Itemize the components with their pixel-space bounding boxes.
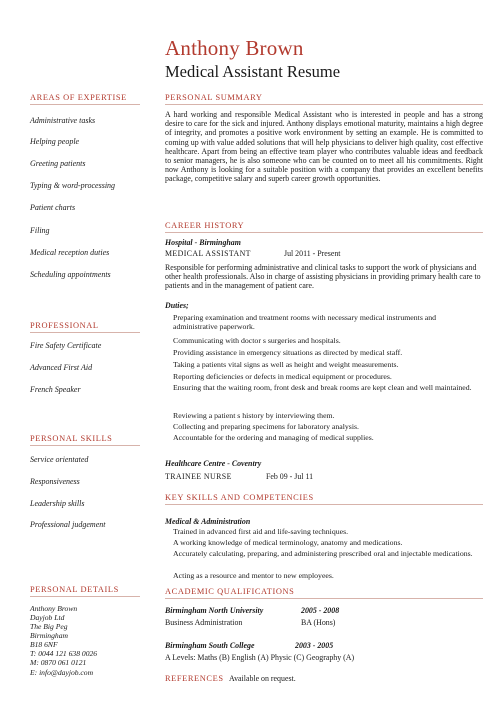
expertise-item: Helping people: [30, 137, 80, 146]
skill-bullet: Accurately calculating, preparing, and administering prescribed oral and injectable medications.: [173, 549, 473, 558]
job-org: Hospital - Birmingham: [165, 238, 241, 247]
detail-line: Anthony Brown: [30, 604, 78, 613]
detail-line: T: 0044 121 638 0026: [30, 649, 98, 658]
professional-item: Fire Safety Certificate: [30, 341, 102, 350]
edu-course: A Levels: Maths (B) English (A) Physic (C) Geography (A): [165, 653, 355, 662]
duties-label: Duties;: [165, 301, 189, 310]
edu-years: 2003 - 2005: [295, 641, 334, 650]
divider: [165, 104, 483, 105]
duty-item: Reporting deficiencies or defects in medical equipment or procedures.: [173, 372, 392, 381]
skills-subhead: Medical & Administration: [165, 517, 251, 526]
edu-institution: Birmingham South College: [165, 641, 255, 650]
edu-course: Business Administration: [165, 618, 243, 627]
job-dates: Jul 2011 - Present: [284, 249, 341, 258]
job-dates: Feb 09 - Jul 11: [266, 472, 314, 481]
expertise-item: Scheduling appointments: [30, 270, 111, 279]
skill-item: Responsiveness: [30, 477, 80, 486]
expertise-item: Typing & word-processing: [30, 181, 116, 190]
expertise-item: Greeting patients: [30, 159, 86, 168]
duty-item: Taking a patients vital signs as well as height and weight measurements.: [173, 360, 399, 369]
professional-item: French Speaker: [30, 385, 81, 394]
section-title-expertise: AREAS OF EXPERTISE: [30, 93, 127, 102]
divider: [30, 332, 140, 333]
resume-subtitle: Medical Assistant Resume: [165, 62, 341, 81]
expertise-item: Administrative tasks: [30, 116, 96, 125]
skill-item: Leadership skills: [30, 499, 85, 508]
job-title: MEDICAL ASSISTANT: [165, 249, 251, 258]
detail-line: Dayjob Ltd: [30, 613, 65, 622]
duty-item: Accountable for the ordering and managing of medical supplies.: [173, 433, 374, 442]
duty-item: Preparing examination and treatment rooms with necessary medical instruments and administrative paperwork.: [173, 313, 437, 332]
duty-item: Collecting and preparing specimens for laboratory analysis.: [173, 422, 359, 431]
references-value: Available on request.: [229, 674, 296, 683]
edu-institution: Birmingham North University: [165, 606, 264, 615]
section-title-summary: PERSONAL SUMMARY: [165, 93, 263, 102]
job-description: Responsible for performing administrative and clinical tasks to support the work of physicians and other health professionals. Also in charge of assisting physicians in providing primary health care to patients and in the management of patient care.: [165, 263, 481, 291]
divider: [165, 232, 483, 233]
resume-name: Anthony Brown: [165, 36, 304, 60]
section-title-academic: ACADEMIC QUALIFICATIONS: [165, 587, 295, 596]
skill-item: Service orientated: [30, 455, 89, 464]
section-title-references: REFERENCES: [165, 674, 224, 683]
divider: [30, 445, 140, 446]
divider: [30, 104, 140, 105]
expertise-item: Filing: [30, 226, 50, 235]
section-title-professional: PROFESSIONAL: [30, 321, 99, 330]
skill-item: Professional judgement: [30, 520, 106, 529]
edu-years: 2005 - 2008: [301, 606, 340, 615]
skill-bullet: A working knowledge of medical terminology, anatomy and medications.: [173, 538, 403, 547]
job-title: TRAINEE NURSE: [165, 472, 232, 481]
section-title-key-skills: KEY SKILLS AND COMPETENCIES: [165, 493, 314, 502]
section-title-personal-skills: PERSONAL SKILLS: [30, 434, 113, 443]
skill-bullet: Trained in advanced first aid and life-saving techniques.: [173, 527, 349, 536]
section-title-personal-details: PERSONAL DETAILS: [30, 585, 119, 594]
expertise-item: Medical reception duties: [30, 248, 110, 257]
edu-grade: BA (Hons): [301, 618, 336, 627]
divider: [165, 598, 483, 599]
section-title-career: CAREER HISTORY: [165, 221, 245, 230]
professional-item: Advanced First Aid: [30, 363, 93, 372]
divider: [30, 596, 140, 597]
summary-text: A hard working and responsible Medical Assistant who is interested in people and has a strong desire to care for the sick and injured. Anthony displays emotional maturity, maintains a high degree of integrity, and promotes a positive work environment by setting an example. He is committed to coming up with value added solutions that will help physicians to deliver high quality, cost effective healthcare. Apart from being an effective team player who contributes valuable ideas and feedback to senior managers, he is also someone who can be counted on to meet all his commitments. Right now Anthony is looking for a suitable position with a company that provides an excellent benefits package, competitive salary and superb career growth opportunities.: [165, 110, 483, 184]
skill-bullet: Acting as a resource and mentor to new employees.: [173, 571, 334, 580]
detail-line: M: 0870 061 0121: [30, 658, 87, 667]
job-org: Healthcare Centre - Coventry: [165, 459, 262, 468]
detail-line: Birmingham: [30, 631, 68, 640]
detail-line: B18 6NF: [30, 640, 58, 649]
detail-line: The Big Peg: [30, 622, 68, 631]
duty-item: Providing assistance in emergency situations as directed by medical staff.: [173, 348, 403, 357]
expertise-item: Patient charts: [30, 203, 76, 212]
duty-item: Communicating with doctor s surgeries and hospitals.: [173, 336, 341, 345]
duty-item: Reviewing a patient s history by interviewing them.: [173, 411, 335, 420]
email-line: E: info@dayjob.com: [30, 668, 94, 677]
divider: [165, 504, 483, 505]
duty-item: Ensuring that the waiting room, front desk and break rooms are kept clean and well maintained.: [173, 383, 472, 392]
